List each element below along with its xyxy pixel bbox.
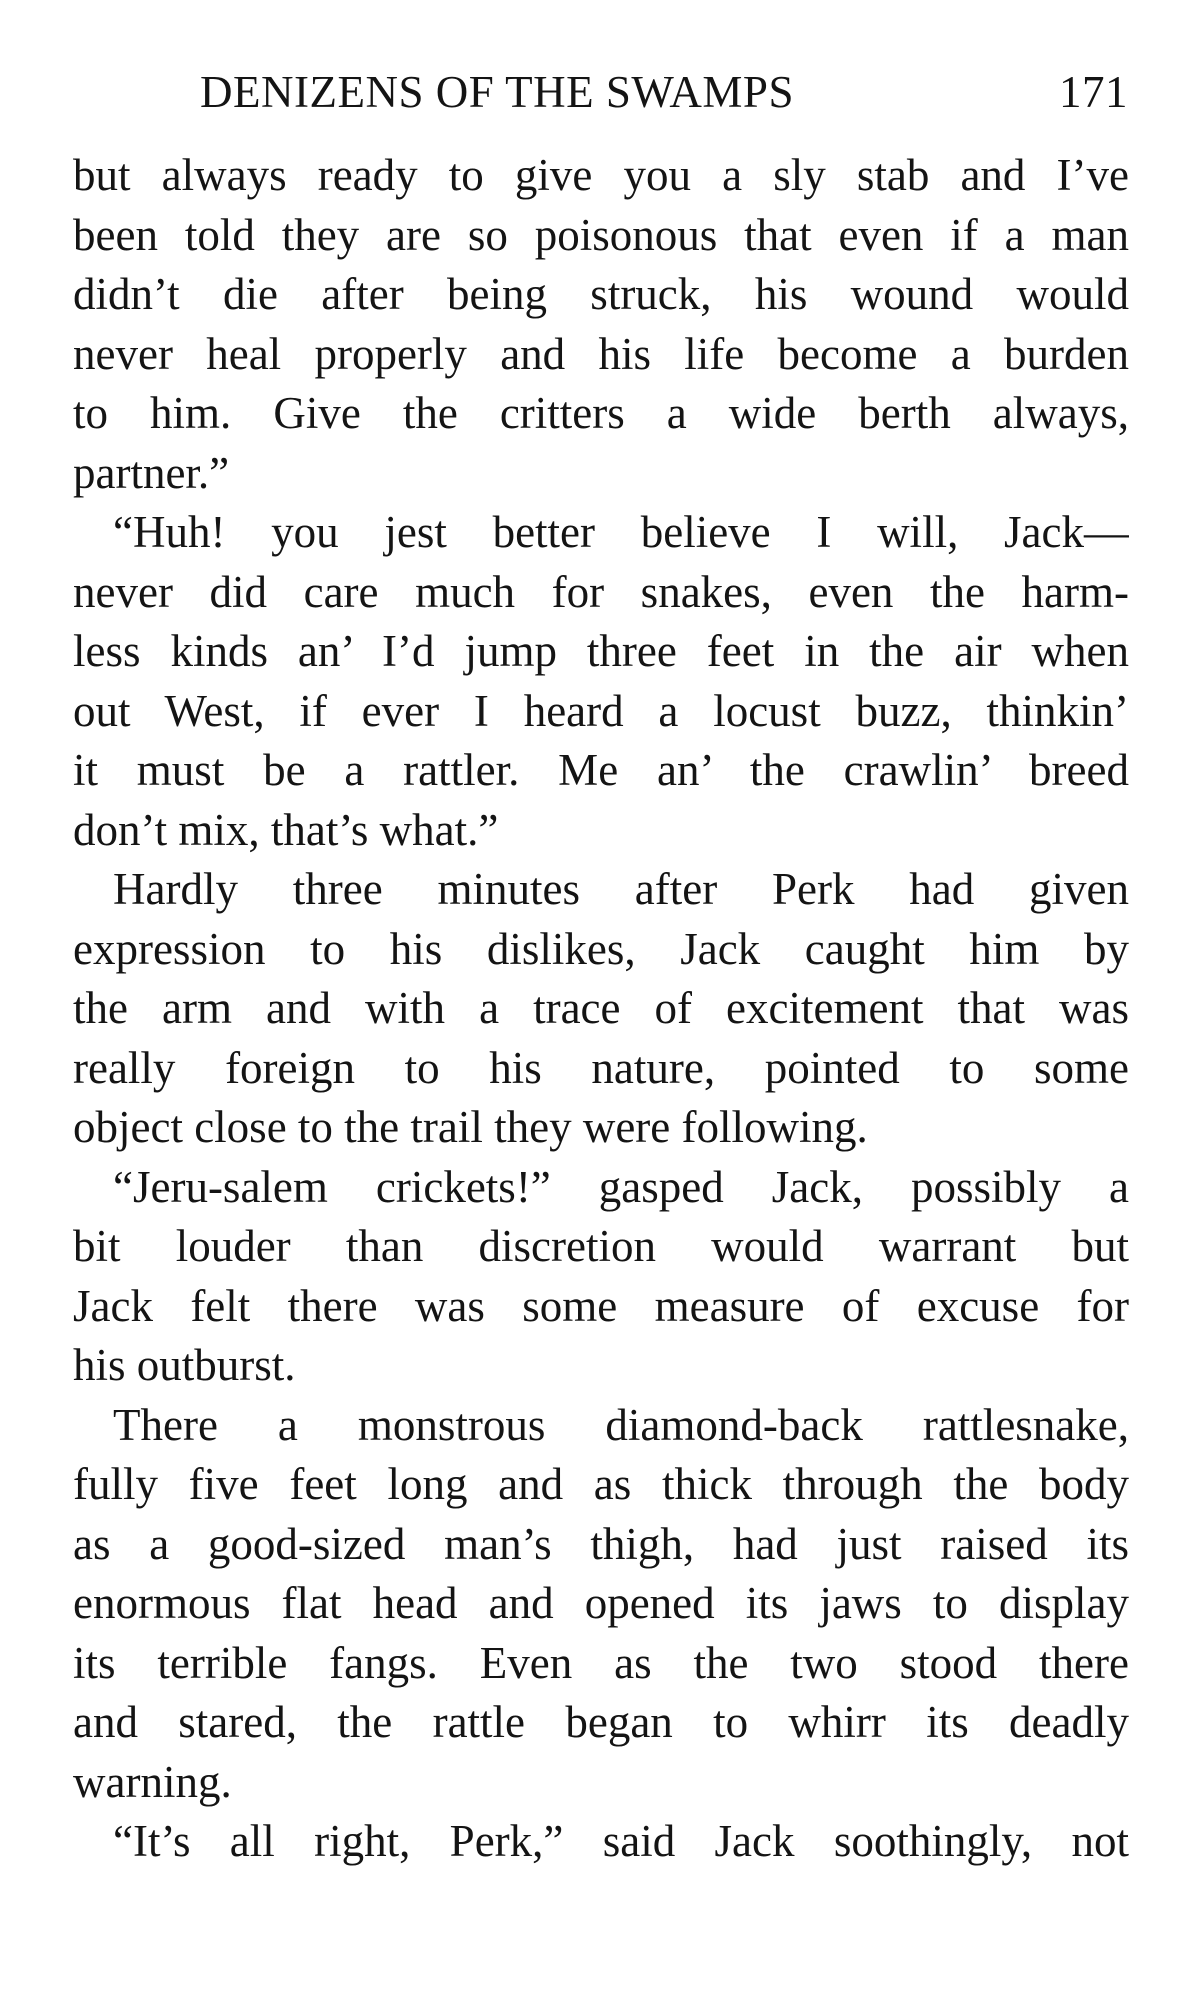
text-line: out West, if ever I heard a locust buzz, thinkin’ (73, 685, 1129, 736)
text-line: There a monstrous diamond-back rattlesnake, (113, 1399, 1129, 1450)
text-line: to him. Give the critters a wide berth always, (73, 388, 1129, 438)
text-line: enormous flat head and opened its jaws to display (73, 1578, 1129, 1628)
text-line: expression to his dislikes, Jack caught him by (73, 923, 1129, 974)
text-line: been told they are so poisonous that even if a man (73, 209, 1129, 260)
text-line: fully five feet long and as thick through the body (73, 1459, 1129, 1509)
text-line: the arm and with a trace of excitement that was (73, 983, 1129, 1033)
body-text (73, 146, 1129, 1872)
running-title: DENIZENS OF THE SWAMPS (200, 67, 794, 117)
text-line: “It’s all right, Perk,” said Jack soothingly, not (113, 1816, 1129, 1866)
page-number: 171 (1059, 67, 1128, 117)
text-line: never did care much for snakes, even the harm- (73, 566, 1129, 617)
running-head (200, 62, 1128, 122)
text-line: Hardly three minutes after Perk had given (113, 864, 1129, 914)
text-line: didn’t die after being struck, his wound would (73, 269, 1129, 319)
text-line: as a good-sized man’s thigh, had just raised its (73, 1518, 1129, 1569)
text-line: “Jeru-salem crickets!” gasped Jack, possibly a (113, 1161, 1129, 1212)
text-line: object close to the trail they were following. (73, 1102, 868, 1152)
text-line: bit louder than discretion would warrant but (73, 1221, 1129, 1271)
text-line: Jack felt there was some measure of excuse for (73, 1280, 1129, 1331)
text-line: its terrible fangs. Even as the two stood there (73, 1637, 1129, 1688)
text-line: “Huh! you jest better believe I will, Jack— (113, 507, 1129, 557)
text-line: but always ready to give you a sly stab and I’ve (73, 150, 1129, 200)
text-line: really foreign to his nature, pointed to some (73, 1042, 1129, 1093)
text-line: never heal properly and his life become a burden (73, 328, 1129, 379)
text-line: it must be a rattler. Me an’ the crawlin’ breed (73, 745, 1129, 795)
text-line: and stared, the rattle began to whirr its deadly (73, 1697, 1129, 1747)
text-line: his outburst. (73, 1340, 296, 1390)
text-line: partner.” (73, 447, 230, 498)
text-line: warning. (73, 1756, 232, 1807)
text-line: less kinds an’ I’d jump three feet in the air when (73, 626, 1129, 676)
text-line: don’t mix, that’s what.” (73, 804, 499, 855)
